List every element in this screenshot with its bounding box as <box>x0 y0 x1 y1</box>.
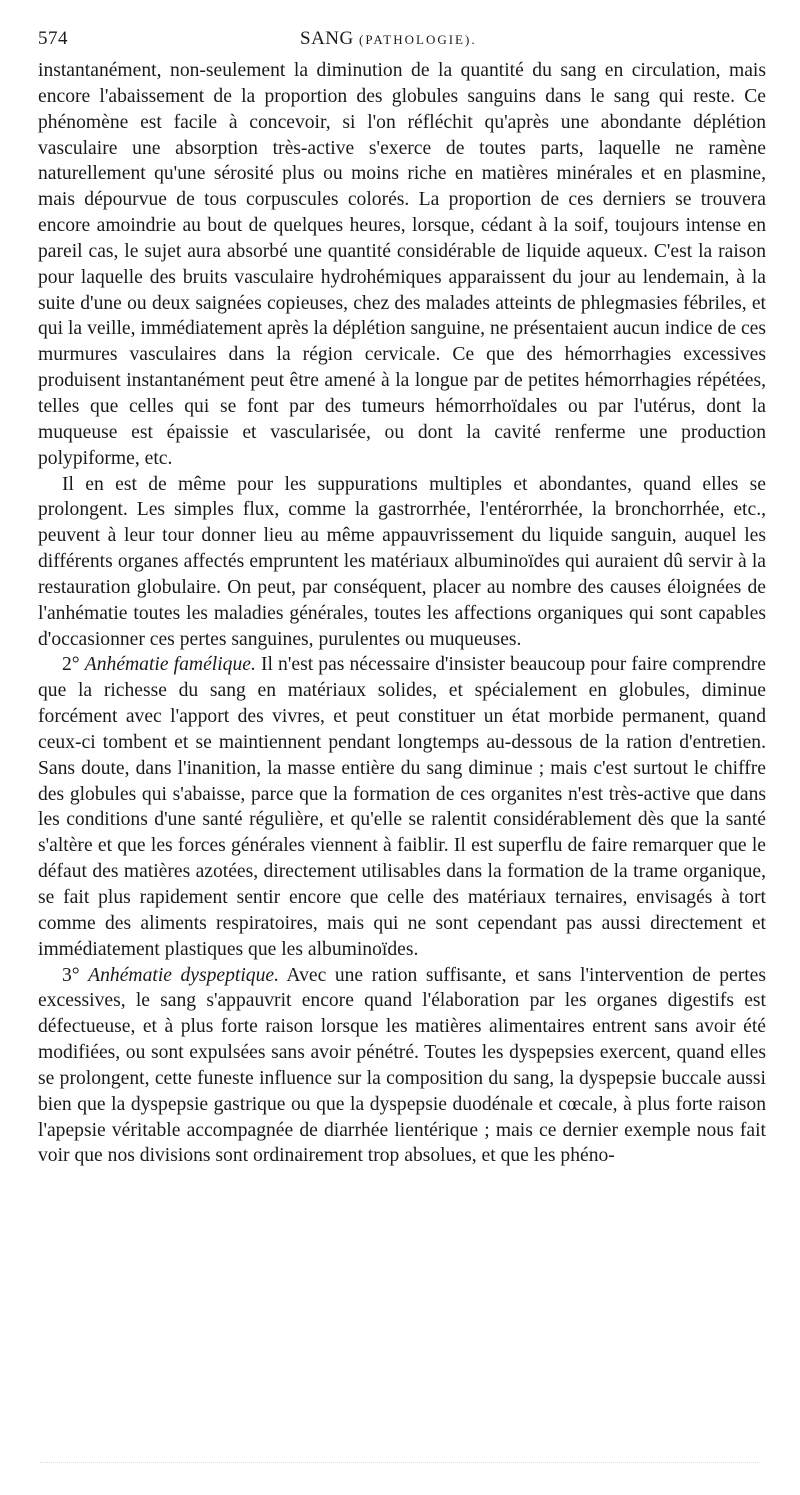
body-text <box>38 58 766 1169</box>
book-page <box>38 24 766 1169</box>
section-title-famelique: Anhématie famélique. <box>84 654 256 676</box>
paragraph-2 <box>38 472 766 653</box>
section-number-2: 2° <box>62 654 80 676</box>
paragraph-2-text: Il en est de même pour les suppurations multiples et abondantes, quand elles se prolongent. Les simples flux, comme la gastrorrhée, l'entérorrhée, la bronchorrhée, etc., peuvent à leur tour donner lieu au même appauvrissement du liquide sanguin, auquel les différents organes affectés empruntent les matériaux albuminoïdes qui auraient dû servir à la restauration globulaire. On peut, par conséquent, placer au nombre des causes éloignées de l'anhématie toutes les maladies générales, toutes les affections organiques qui sont capables d'occasionner ces pertes sanguines, purulentes ou muqueuses. <box>38 473 766 650</box>
section-title-dyspeptique: Anhématie dyspeptique. <box>88 964 279 986</box>
paragraph-1-text: instantanément, non-seulement la diminution de la quantité du sang en circulation, mais encore l'abaissement de la proportion des globules sanguins dans le sang qui reste. Ce phénomène est facile à concevoir, si l'on réfléchit qu'après une abondante déplétion vasculaire une absorption très-active s'exerce de toutes parts, laquelle ne ramène naturellement qu'une sérosité plus ou moins riche en matières minérales et en plasmine, mais dépourvue de tous corpuscules colorés. La proportion de ces derniers se trouvera encore amoindrie au bout de quelques heures, lorsque, cédant à la soif, toujours intense en pareil cas, le sujet aura absorbé une quantité considérable de liquide aqueux. C'est la raison pour laquelle des bruits vasculaire hydrohémiques apparaissent du jour au lendemain, à la suite d'une ou deux saignées copieuses, chez des malades atteints de phlegmasies fébriles, et qui la veille, immédiatement après la déplétion sanguine, ne présentaient aucun indice de ces murmures vasculaires dans la région cervicale. Ce que des hémorrhagies excessives produisent instantanément peut être amené à la longue par de petites hémorrhagies répétées, telles que celles qui se font par des tumeurs hémorrhoïdales ou par l'utérus, dont la muqueuse est épaissie et vascularisée, ou dont la cavité renferme une production polypiforme, etc. <box>38 60 766 469</box>
running-head <box>38 24 766 58</box>
footer-scan-marks <box>40 1462 760 1469</box>
paragraph-3-text: Il n'est pas nécessaire d'insister beaucoup pour faire comprendre que la richesse du sang en matériaux solides, et spécialement en globules, diminue forcément avec l'apport des vivres, et peut constituer un état morbide permanent, quand ceux-ci tombent et se maintiennent pendant longtemps au-dessous de la ration d'entretien. Sans doute, dans l'inanition, la masse entière du sang diminue ; mais c'est surtout le chiffre des globules qui s'abaisse, parce que la formation de ces organites n'est très-active que dans les conditions d'une santé régulière, et qu'elle se ralentit considérablement dès que la santé s'altère et que les forces générales viennent à faiblir. Il est superflu de faire remarquer que le défaut des matières azotées, directement utilisables dans la formation de la trame organique, se fait plus rapidement sentir encore que celle des matériaux ternaires, envisagés à tort comme des aliments respiratoires, mais qui ne sont cependant pas aussi directement et immédiatement plastiques que les albuminoïdes. <box>38 654 766 960</box>
page-number: 574 <box>38 28 68 49</box>
running-title-sub: (PATHOLOGIE). <box>358 32 477 47</box>
running-title-main: SANG <box>300 28 354 49</box>
paragraph-3 <box>38 652 766 962</box>
paragraph-1 <box>38 58 766 472</box>
section-number-3: 3° <box>62 964 80 986</box>
paragraph-4 <box>38 963 766 1170</box>
paragraph-4-text: Avec une ration suffisante, et sans l'intervention de pertes excessives, le sang s'appauvrit encore quand l'élaboration par les organes digestifs est défectueuse, et à plus forte raison lorsque les matières alimentaires entrent sans avoir été modifiées, ou sont expulsées sans avoir pénétré. Toutes les dyspepsies exercent, quand elles se prolongent, cette funeste influence sur la composition du sang, la dyspepsie buccale aussi bien que la dyspepsie gastrique ou que la dyspepsie duodénale et cœcale, à plus forte raison l'apepsie véritable accompagnée de diarrhée lientérique ; mais ce dernier exemple nous fait voir que nos divisions sont ordinairement trop absolues, et que les phéno- <box>38 964 766 1167</box>
running-title <box>300 28 477 50</box>
